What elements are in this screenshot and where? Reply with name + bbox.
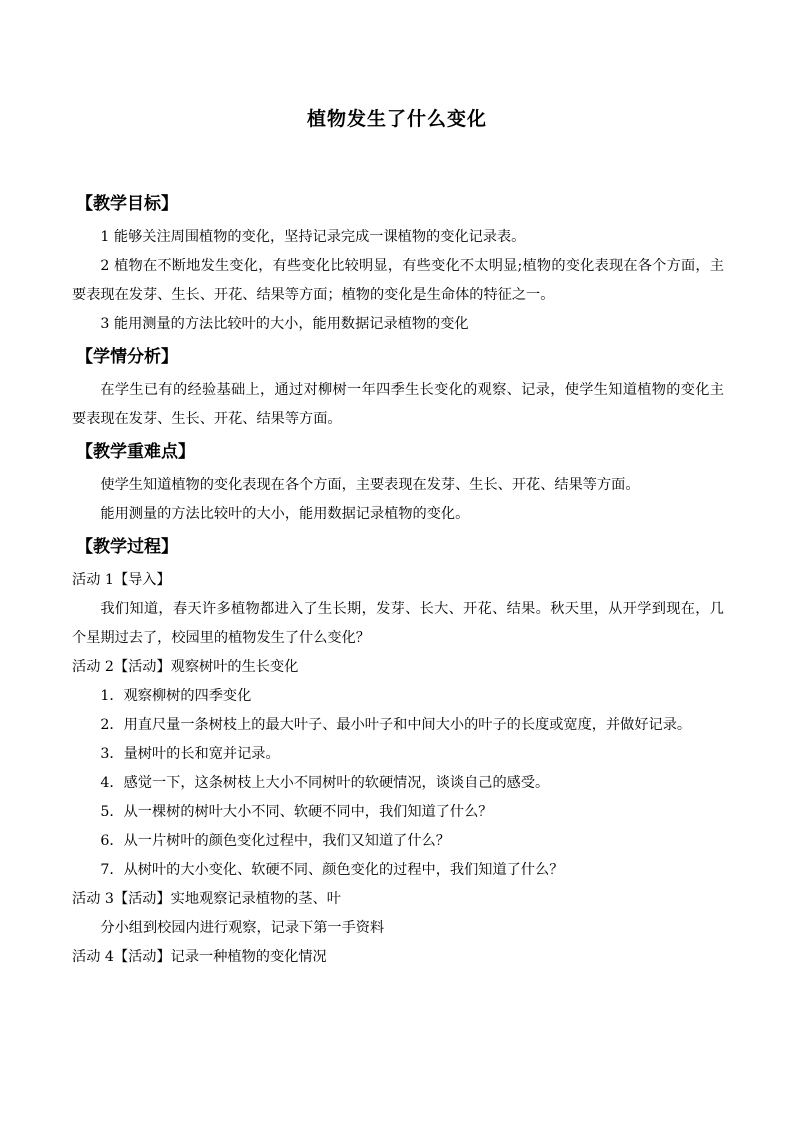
goal-item-2: 2 植物在不断地发生变化，有些变化比较明显，有些变化不太明显;植物的变化表现在各个方面，主要表现在发芽、生长、开花、结果等方面；植物的变化是生命体的特征之一。 xyxy=(72,258,724,303)
activity-3-label: 活动 3【活动】实地观察记录植物的茎、叶 xyxy=(72,891,341,907)
activity-2-step-6: 6．从一片树叶的颜色变化过程中，我们又知道了什么？ xyxy=(100,833,450,849)
activity-2-step-1: 1．观察柳树的四季变化 xyxy=(100,688,252,704)
activity-3-text: 分小组到校园内进行观察，记录下第一手资料 xyxy=(100,920,385,936)
activity-1-label: 活动 1【导入】 xyxy=(72,572,171,588)
keypoint-item-1: 使学生知道植物的变化表现在各个方面，主要表现在发芽、生长、开花、结果等方面。 xyxy=(100,477,640,493)
goal-item-3: 3 能用测量的方法比较叶的大小，能用数据记录植物的变化 xyxy=(100,316,469,332)
heading-keypoints: 【教学重难点】 xyxy=(76,442,195,462)
activity-4-label: 活动 4【活动】记录一种植物的变化情况 xyxy=(72,949,327,965)
keypoint-item-2: 能用测量的方法比较叶的大小，能用数据记录植物的变化。 xyxy=(100,506,470,522)
page-title: 植物发生了什么变化 xyxy=(306,108,487,130)
activity-1-text: 我们知道，春天许多植物都进入了生长期，发芽、长大、开花、结果。秋天里，从开学到现在，几个星期过去了，校园里的植物发生了什么变化？ xyxy=(72,601,724,646)
activity-2-label: 活动 2【活动】观察树叶的生长变化 xyxy=(72,659,299,675)
goal-item-1: 1 能够关注周围植物的变化，坚持记录完成一课植物的变化记录表。 xyxy=(100,229,526,245)
heading-analysis: 【学情分析】 xyxy=(76,347,178,367)
document-body xyxy=(72,186,724,972)
activity-2-step-2: 2．用直尺量一条树枝上的最大叶子、最小叶子和中间大小的叶子的长度或宽度，并做好记录。 xyxy=(100,717,692,733)
analysis-text: 在学生已有的经验基础上，通过对柳树一年四季生长变化的观察、记录，使学生知道植物的变化主要表现在发芽、生长、开花、结果等方面。 xyxy=(72,382,724,427)
activity-2-step-4: 4．感觉一下，这条树枝上大小不同树叶的软硬情况，谈谈自己的感受。 xyxy=(100,775,550,791)
activity-2-step-3: 3．量树叶的长和宽并记录。 xyxy=(100,746,280,762)
heading-process: 【教学过程】 xyxy=(76,537,178,557)
activity-2-step-7: 7．从树叶的大小变化、软硬不同、颜色变化的过程中，我们知道了什么？ xyxy=(100,862,564,878)
activity-2-step-5: 5．从一棵树的树叶大小不同、软硬不同中，我们知道了什么？ xyxy=(100,804,493,820)
heading-goals: 【教学目标】 xyxy=(76,194,178,214)
